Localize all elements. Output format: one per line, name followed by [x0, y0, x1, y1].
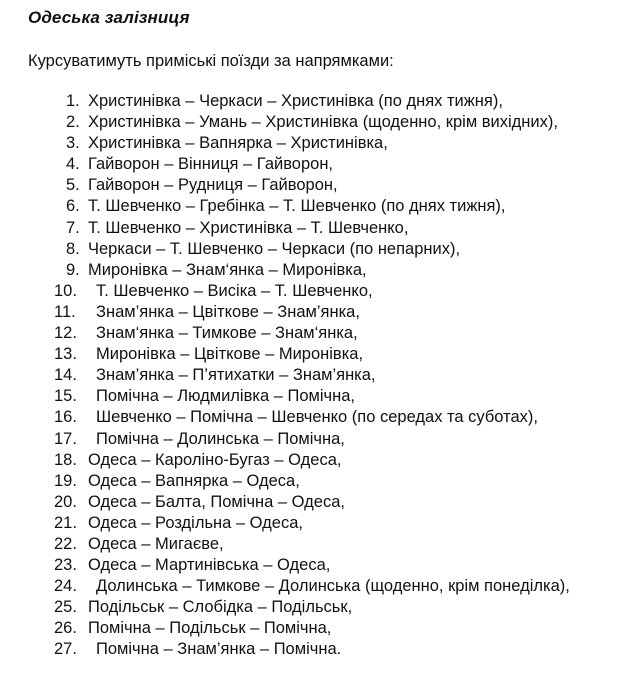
route-number: 27. — [54, 640, 77, 659]
route-text: Гайворон – Вінниця – Гайворон, — [88, 155, 334, 174]
route-number: 10. — [54, 281, 77, 300]
route-text: Христинівка – Умань – Христинівка (щоденно, крім вихідних), — [88, 113, 558, 132]
route-text: Долинська – Тимкове – Долинська (щоденно, крім понеділка), — [96, 577, 570, 596]
route-number: 18. — [54, 450, 77, 469]
route-text: Гайворон – Рудниця – Гайворон, — [88, 176, 338, 195]
route-text: Т. Шевченко – Гребінка – Т. Шевченко (по днях тижня), — [88, 197, 506, 216]
route-text: Шевченко – Помічна – Шевченко (по середах та суботах), — [96, 408, 538, 427]
route-text: Одеса – Балта, Помічна – Одеса, — [88, 492, 345, 511]
route-text: Миронівка – Знам‘янка – Миронівка, — [88, 260, 367, 279]
route-text: Христинівка – Вапнярка – Христинівка, — [88, 134, 388, 153]
route-number: 3. — [66, 134, 80, 153]
route-number: 25. — [54, 598, 77, 617]
route-text: Помічна – Подільськ – Помічна, — [88, 619, 332, 638]
route-number: 19. — [54, 471, 77, 490]
route-number: 4. — [66, 155, 80, 174]
route-number: 26. — [54, 619, 77, 638]
route-number: 20. — [54, 492, 77, 511]
route-text: Миронівка – Цвіткове – Миронівка, — [96, 345, 364, 364]
route-number: 6. — [66, 197, 80, 216]
route-number: 7. — [66, 218, 80, 237]
route-number: 12. — [54, 324, 77, 343]
route-text: Т. Шевченко – Висіка – Т. Шевченко, — [96, 281, 373, 300]
route-text: Христинівка – Черкаси – Христинівка (по днях тижня), — [88, 92, 503, 110]
route-number: 17. — [54, 429, 77, 448]
route-text: Т. Шевченко – Христинівка – Т. Шевченко, — [88, 218, 409, 237]
route-number: 16. — [54, 408, 77, 427]
route-number: 1. — [66, 92, 80, 110]
route-number: 2. — [66, 113, 80, 132]
route-text: Одеса – Мартинівська – Одеса, — [88, 556, 331, 575]
route-number: 24. — [54, 577, 77, 596]
route-text: Знам’янка – Цвіткове – Знам’янка, — [96, 302, 360, 321]
route-number: 5. — [66, 176, 80, 195]
route-text: Одеса – Вапнярка – Одеса, — [88, 471, 300, 490]
route-text: Одеса – Кароліно-Бугаз – Одеса, — [88, 450, 342, 469]
intro-text: Курсуватимуть приміські поїзди за напрямками: — [28, 52, 394, 70]
route-text: Черкаси – Т. Шевченко – Черкаси (по непарних), — [88, 239, 461, 258]
route-number: 14. — [54, 366, 77, 385]
route-number: 23. — [54, 556, 77, 575]
route-text: Помічна – Знам’янка – Помічна. — [96, 640, 342, 659]
route-text: Помічна – Долинська – Помічна, — [96, 429, 345, 448]
route-text: Знам’янка – П’ятихатки – Знам’янка, — [96, 366, 376, 385]
route-text: Знам‘янка – Тимкове – Знам‘янка, — [96, 324, 358, 343]
route-number: 8. — [66, 239, 80, 258]
route-text: Одеса – Мигаєве, — [88, 534, 224, 553]
route-number: 21. — [54, 513, 77, 532]
route-text: Подільськ – Слобідка – Подільськ, — [88, 598, 353, 617]
route-number: 11. — [54, 302, 76, 321]
route-number: 22. — [54, 534, 77, 553]
route-text: Одеса – Роздільна – Одеса, — [88, 513, 303, 532]
route-number: 13. — [54, 345, 77, 364]
route-number: 15. — [54, 387, 77, 406]
route-number: 9. — [66, 260, 80, 279]
document-title: Одеська залізниця — [28, 8, 190, 27]
route-text: Помічна – Людмилівка – Помічна, — [96, 387, 355, 406]
